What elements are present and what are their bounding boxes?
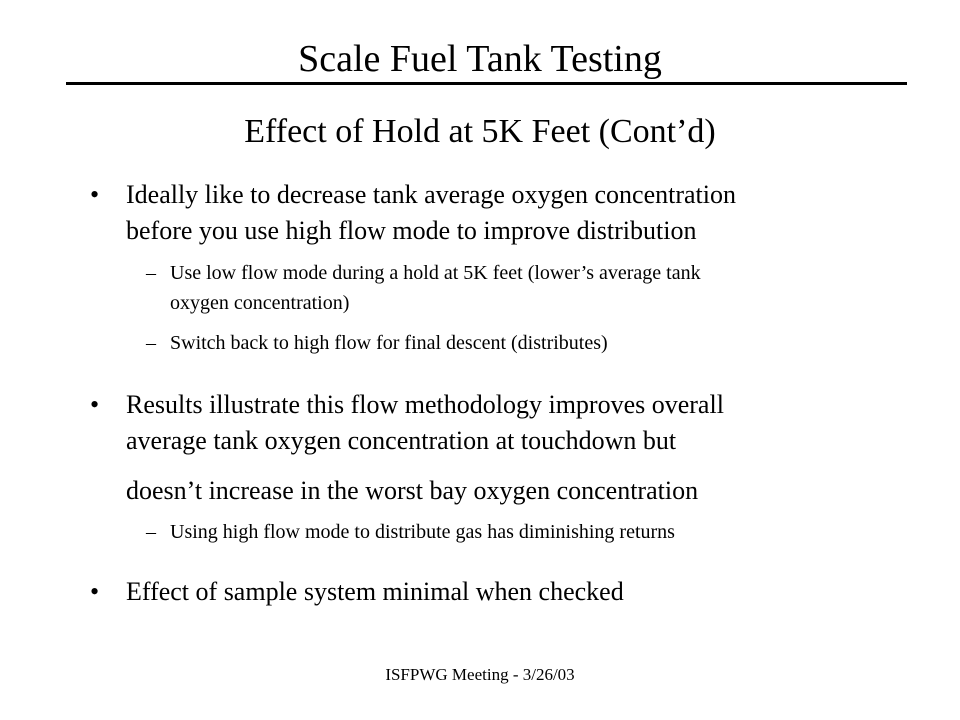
bullet-2-line-3: doesn’t increase in the worst bay oxygen concentration [126, 476, 699, 505]
bullet-marker: • [90, 577, 100, 606]
slide-title: Scale Fuel Tank Testing [298, 38, 662, 80]
bullet-2-line-1: Results illustrate this flow methodology improves overall [126, 390, 724, 419]
sub-bullet-2-1-line-1: Using high flow mode to distribute gas has diminishing returns [170, 521, 675, 543]
bullet-2-line-2: average tank oxygen concentration at touchdown but [126, 426, 677, 455]
bullet-marker: • [90, 180, 100, 209]
sub-bullet-1-2-line-1: Switch back to high flow for final descent (distributes) [170, 332, 608, 354]
slide-footer: ISFPWG Meeting - 3/26/03 [385, 665, 575, 684]
sub-bullet-marker: – [146, 332, 156, 354]
bullet-marker: • [90, 390, 100, 419]
sub-bullet-marker: – [146, 521, 156, 543]
slide-subtitle: Effect of Hold at 5K Feet (Cont’d) [244, 113, 716, 150]
bullet-1-line-1: Ideally like to decrease tank average oxygen concentration [126, 180, 736, 209]
sub-bullet-marker: – [146, 262, 156, 284]
sub-bullet-1-1-line-2: oxygen concentration) [170, 292, 350, 314]
bullet-3-line-1: Effect of sample system minimal when checked [126, 577, 624, 606]
title-divider [66, 82, 907, 85]
bullet-1-line-2: before you use high flow mode to improve distribution [126, 216, 697, 245]
sub-bullet-1-1-line-1: Use low flow mode during a hold at 5K feet (lower’s average tank [170, 262, 701, 284]
